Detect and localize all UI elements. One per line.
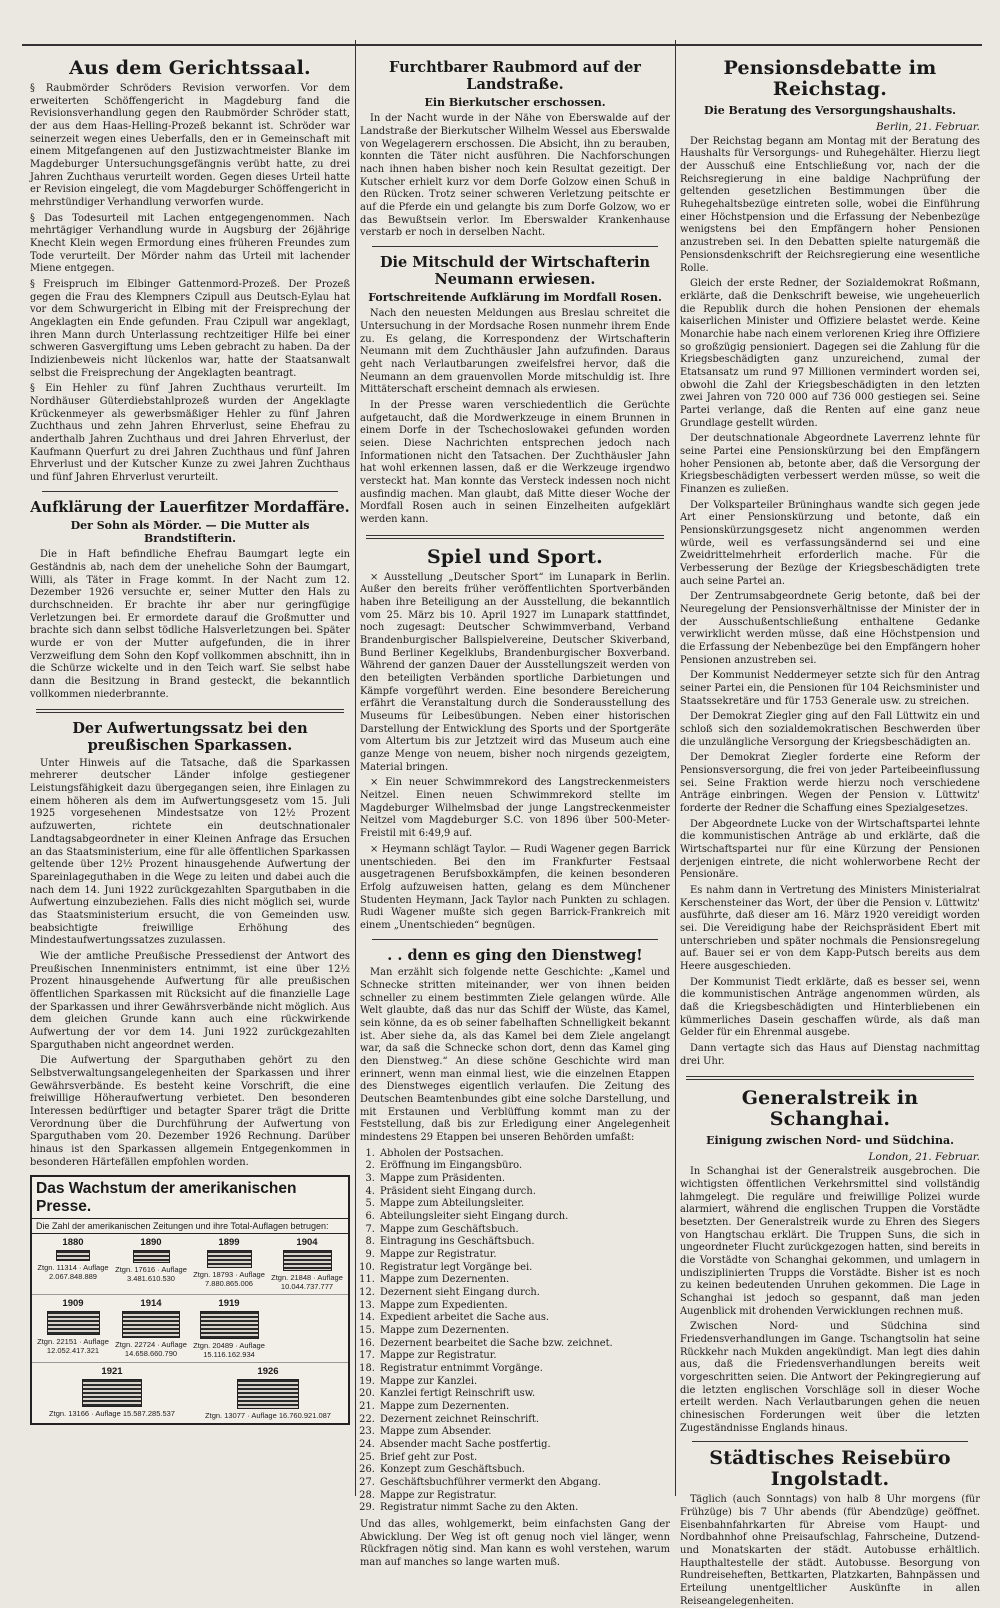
divider bbox=[692, 1441, 968, 1442]
infographic-title: Das Wachstum der amerikanischen Presse. bbox=[32, 1177, 348, 1219]
column-right bbox=[680, 52, 980, 1607]
infographic-figures: Ztgn. 13077 · Auflage 16.760.921.087 bbox=[205, 1411, 331, 1421]
infographic-figures: Ztgn. 21848 · Auflage 10.044.737.777 bbox=[271, 1273, 343, 1292]
infographic-year: 1909 bbox=[62, 1298, 84, 1310]
article-paragraph: Der Volksparteiler Brüninghaus wandte sich gegen jede Art einer Pensionskürzung und betonte, daß ein Pensionskürzungsgesetz nicht angenommen werden würde, weil es verfassungsändernd sei und eine Zweidrittelmehrheit erforderlich mache. Für die Verbesserung der Bezüge der Kriegsbeschädigten trete auch seine Partei an. bbox=[680, 499, 980, 587]
press-growth-infographic bbox=[30, 1175, 350, 1425]
article-paragraph: In der Presse waren verschiedentlich die Gerüchte aufgetaucht, daß die Mordwerkzeuge in einem Brunnen in einem Dorfe in der Tschechoslowakei gefunden worden seien. Diese Nachrichten entsprechen jedoch nach Informationen nicht den Tatsachen. Der Zuchthäusler Jahn hat wohl erkennen lassen, daß er die Werkzeuge irgendwo versteckt hat. Man konnte das Versteck indessen noch nicht ausfindig machen. Man glaubt, daß Mitte dieser Woche der Mordfall Rosen auch in seinen Einzelheiten aufgeklärt werden kann. bbox=[360, 400, 670, 526]
dienstweg-step: 22. Dezernent zeichnet Reinschrift. bbox=[378, 1414, 670, 1427]
dienstweg-step: 14. Expedient arbeitet die Sache aus. bbox=[378, 1312, 670, 1325]
dienstweg-step: 17. Mappe zur Registratur. bbox=[378, 1350, 670, 1363]
subheading-raubmord: Ein Bierkutscher erschossen. bbox=[424, 96, 606, 110]
heading-pensionsdebatte: Pensionsdebatte im Reichstag. bbox=[723, 57, 937, 100]
infographic-year: 1919 bbox=[218, 1298, 240, 1310]
dienstweg-step: 6. Abteilungsleiter sieht Eingang durch. bbox=[378, 1211, 670, 1224]
article-paragraph: In der Nacht wurde in der Nähe von Eberswalde auf der Landstraße der Bierkutscher Wilhelm Wessel aus Eberswalde von Wegelagerern erschossen. Die Absicht, ihn zu berauben, konnten die Täter nicht ausführen. Die Nachforschungen nach ihnen haben bisher noch kein Resultat gezeitigt. Der Kutscher erhielt kurz vor dem Dorfe Golzow einen Schuß in den Rücken. Trotz seiner schweren Verletzung peitschte er auf die Pferde ein und gelangte bis zum Dorfe Golzow, wo er das Bewußtsein verlor. Im Eberswalder Krankenhause verstarb er noch in derselben Nacht. bbox=[360, 113, 670, 239]
dienstweg-step: 15. Mappe zum Dezernenten. bbox=[378, 1325, 670, 1338]
infographic-year: 1890 bbox=[140, 1237, 162, 1249]
infographic-year-cell bbox=[113, 1298, 189, 1359]
dienstweg-step: 19. Mappe zur Kanzlei. bbox=[378, 1376, 670, 1389]
newspaper-stack bbox=[133, 1250, 170, 1263]
infographic-figures: Ztgn. 11314 · Auflage 2.067.848.889 bbox=[37, 1263, 109, 1282]
dienstweg-step: 27. Geschäftsbuchführer vermerkt den Abgang. bbox=[378, 1477, 670, 1490]
infographic-year-cell bbox=[35, 1298, 111, 1359]
dienstweg-step: 16. Dezernent bearbeitet die Sache bzw. zeichnet. bbox=[378, 1338, 670, 1351]
newspaper-stack bbox=[207, 1250, 252, 1268]
infographic-row bbox=[32, 1362, 348, 1423]
column-middle bbox=[360, 52, 670, 1569]
newspaper-stack bbox=[200, 1311, 259, 1339]
heading-dienstweg: . . denn es ging den Dienstweg! bbox=[387, 946, 643, 964]
article-paragraph: § Ein Hehler zu fünf Jahren Zuchthaus verurteilt. Im Nordhäuser Güterdiebstahlprozeß wurden der Angeklagte Krückenmeyer als gewerbsmäßiger Hehler zu fünf Jahren Zuchthaus und zehn Jahren Ehrverlust, seine Ehefrau zu anderthalb Jahren Zuchthaus und drei Jahren Ehrverlust, der Kaufmann Querfurt zu drei Jahren Zuchthaus und fünf Jahren Ehrverlust und der Kutscher Kunze zu zwei Jahren Zuchthaus und fünf Jahren Ehrverlust verurteilt. bbox=[30, 383, 350, 484]
article-paragraph: × Heymann schlägt Taylor. — Rudi Wagener gegen Barrick unentschieden. Bei den im Frankfurter Festsaal ausgetragenen Berufsboxkämpfen, die keinen besonderen Erfolg aufzuweisen hatten, gelang es dem Münchener Studenten Heymann, Jack Taylor nach Punkten zu schlagen. Rudi Wagener mußte sich gegen Barrick-Frankreich mit einem „Unentschieden“ begnügen. bbox=[360, 843, 670, 931]
heading-generalstreik: Generalstreik in Schanghai. bbox=[741, 1087, 919, 1131]
infographic-year-cell bbox=[191, 1237, 267, 1291]
dienstweg-step: 1. Abholen der Postsachen. bbox=[378, 1148, 670, 1161]
divider bbox=[372, 246, 658, 247]
article-paragraph: In Schanghai ist der Generalstreik ausgebrochen. Die wichtigsten öffentlichen Verkehrsmittel sind vollständig lahmgelegt. Die reguläre und freiwillige Polizei wurde alarmiert, während die englischen Truppen die Vorstädte besetzten. Der Generalstreik wurde zu Ehren des Siegers von Hangtschau erklärt. Die Truppen Suns, die sich in ungeordneter Flucht zurückgezogen hatten, sind bereits in die Vorstädte von Schanghai gekommen, und umlagern in undisziplinierten Trupps die Vorstädte. Bisher ist es noch zu keinen bedeutenden Unruhen gekommen. Die Lage in Schanghai ist jedoch so gespannt, daß man jeden Augenblick mit drohenden Verwicklungen rechnen muß. bbox=[680, 1166, 980, 1317]
dienstweg-step: 25. Brief geht zur Post. bbox=[378, 1452, 670, 1465]
infographic-year: 1880 bbox=[62, 1237, 84, 1249]
article-paragraph: Unter Hinweis auf die Tatsache, daß die Sparkassen mehrerer deutscher Länder infolge gestiegener Leistungsfähigkeit dazu übergegangen seien, ihre Einlagen zu einem höheren als dem im Aufwertungsgesetz vom 15. Juli 1925 vorgesehenen Mindestsatze von 12½ Prozent aufzuwerten, richtete ein deutschnationaler Landtagsabgeordneter in einer Kleinen Anfrage das Ersuchen an das Staatsministerium, eine für alle öffentlichen Sparkassen geltende über 12½ Prozent hinausgehende Aufwertung der Spareinlageguthaben in die Wege zu leiten und dabei auch die nach dem 14. Juni 1922 zurückgezahlten Spargutbaben in die Aufwertung einzubeziehen. Falls dies nicht möglich sei, wurde das Staatsministerium ersucht, die von Gemeinden usw. beabsichtigte freiwillige Erhöhung des Mindestaufwertungssatzes zuzulassen. bbox=[30, 757, 350, 947]
dienstweg-step: 9. Mappe zur Registratur. bbox=[378, 1249, 670, 1262]
infographic-year: 1914 bbox=[140, 1298, 162, 1310]
article-paragraph: § Das Todesurteil mit Lachen entgegengenommen. Nach mehrtägiger Verhandlung wurde in Augsburg der 26jährige Knecht Klein wegen Ermordung eines früheren Freundes zum Tode verurteilt. Der Mörder nahm das Urteil mit lachender Miene entgegen. bbox=[30, 212, 350, 275]
dienstweg-step: 21. Mappe zum Dezernenten. bbox=[378, 1401, 670, 1414]
heading-spiel-und-sport: Spiel und Sport. bbox=[427, 545, 603, 568]
infographic-year: 1899 bbox=[218, 1237, 240, 1249]
infographic-year-cell bbox=[113, 1237, 189, 1291]
infographic-figures: Ztgn. 20489 · Auflage 15.116.162.934 bbox=[193, 1341, 265, 1360]
article-paragraph: Man erzählt sich folgende nette Geschichte: „Kamel und Schnecke stritten miteinander, wer von ihnen beiden schneller zu einem bestimmten Ziele gelangen würde. Alle Welt glaubte, daß das nur das Schiff der Wüste, das Kamel, sein könne, da es ob seiner fabelhaften Schnelligkeit bekannt ist. Aber siehe da, als das Kamel bei dem Ziele angelangt war, da saß die Schnecke schon dort, denn das Kamel ging den Dienstweg.“ An diese schöne Geschichte wird man erinnert, wenn man einmal liest, wie die einzelnen Etappen des Dienstweges eigentlich verlaufen. Die Zeitung des Deutschen Beamtenbundes gibt eine solche Darstellung, und mit Erstaunen und Verblüffung kommt man zu der Feststellung, daß bis zur Erledigung einer Angelegenheit mindestens 29 Etappen bei unseren Behörden umfaßt: bbox=[360, 967, 670, 1143]
divider bbox=[686, 1076, 974, 1080]
article-paragraph: § Freispruch im Elbinger Gattenmord-Prozeß. Der Prozeß gegen die Frau des Klempners Czipull aus Deutsch-Eylau hat vor dem Schwurgericht in Elbing mit der Freisprechung der Angeklagten ein Ende gefunden. Frau Czipull war angeklagt, ihren Mann durch Unterlassung rechtzeitiger Hilfe bei einer schweren Gasvergiftung ums Leben gebracht zu haben. Da der Indizienbeweis nicht lückenlos war, hatte der Staatsanwalt selbst die Freisprechung der Angeklagten beantragt. bbox=[30, 278, 350, 379]
heading-aufwertung: Der Aufwertungssatz bei den preußischen Sparkassen. bbox=[72, 720, 308, 755]
newspaper-stack bbox=[56, 1250, 90, 1261]
subheading-lauerfitz: Der Sohn als Mörder. — Die Mutter als Brandstifterin. bbox=[70, 519, 310, 546]
dienstweg-step: 11. Mappe zum Dezernenten. bbox=[378, 1274, 670, 1287]
heading-raubmord: Furchtbarer Raubmord auf der Landstraße. bbox=[389, 59, 641, 93]
article-paragraph: Der Kommunist Tiedt erklärte, daß es besser sei, wenn die kommunistischen Anträge angenommen würden, als daß die Kriegsbeschädigten und Hinterbliebenen ein kümmerliches Dasein geschaffen würde, als daß man Gelder für ein Ehrenmal ausgebe. bbox=[680, 976, 980, 1039]
infographic-year-cell bbox=[191, 1298, 267, 1359]
infographic-figures: Ztgn. 18793 · Auflage 7.880.865.006 bbox=[193, 1270, 265, 1289]
article-paragraph: Die in Haft befindliche Ehefrau Baumgart legte ein Geständnis ab, nach dem der uneheliche Sohn der Baumgart, Willi, als Täter in Frage kommt. In der Nacht zum 12. Dezember 1926 versuchte er, seiner Mutter den Hals zu durchschneiden. Er brachte ihr aber nur geringfügige Verletzungen bei. Er ermordete darauf die Großmutter und brachte sich dann selbst tödliche Halsverletzungen bei. Später wurde er von der Mutter aufgefunden, die in ihrer Verzweiflung dem Sohn den Kopf vollkommen abschnitt, ihn in die Schürze wickelte und in den Teich warf. Sie selbst habe dann die Besitzung in Brand gesteckt, die bekanntlich vollkommen niederbrannte. bbox=[30, 549, 350, 700]
divider bbox=[366, 535, 664, 539]
dienstweg-step: 10. Registratur legt Vorgänge bei. bbox=[378, 1262, 670, 1275]
article-paragraph: Wie der amtliche Preußische Pressedienst der Antwort des Preußischen Innenministers entnimmt, ist eine über 12½ Prozent hinausgehende Aufwertung für alle preußischen öffentlichen Sparkassen mit Rücksicht auf die finanzielle Lage der Sparkassen und ihrer Gewährsverbände nicht möglich. Aus dem gleichen Grunde kann auch eine rückwirkende Aufwertung der vor dem 14. Juni 1922 zurückgezahlten Sparguthaben nicht angeordnet werden. bbox=[30, 950, 350, 1051]
dateline: Berlin, 21. Februar. bbox=[875, 120, 980, 133]
article-paragraph: Der Abgeordnete Lucke von der Wirtschaftspartei lehnte die kommunistischen Anträge ab und erklärte, daß die Wirtschaftspartei nur für eine Kürzung der Pensionen derjenigen eintrete, die nicht wohlerworbene Recht der Pensionäre. bbox=[680, 818, 980, 881]
infographic-row bbox=[32, 1234, 348, 1294]
newspaper-stack bbox=[237, 1379, 299, 1409]
newspaper-stack bbox=[82, 1379, 142, 1407]
article-paragraph: Dann vertagte sich das Haus auf Dienstag nachmittag drei Uhr. bbox=[680, 1043, 980, 1067]
infographic-figures: Ztgn. 22151 · Auflage 12.052.417.321 bbox=[37, 1337, 109, 1356]
dienstweg-step: 13. Mappe zum Expedienten. bbox=[378, 1300, 670, 1313]
subheading-pensionsdebatte: Die Beratung des Versorgungshaushalts. bbox=[703, 103, 956, 117]
newspaper-stack bbox=[122, 1311, 180, 1338]
divider bbox=[36, 709, 344, 713]
divider bbox=[42, 491, 338, 492]
column-rule bbox=[675, 40, 676, 1496]
article-paragraph: × Ein neuer Schwimmrekord des Langstreckenmeisters Neitzel. Einen neuen Schwimmrekord stellte im Magdeburger Wilhelmsbad der junge Langstreckenmeister Neitzel vom Magdeburger S.C. von 1896 über 500-Meter-Freistil mit 6:49,9 auf. bbox=[360, 777, 670, 840]
subheading-neumann: Fortschreitende Aufklärung im Mordfall Rosen. bbox=[368, 291, 662, 305]
article-paragraph: Der Reichstag begann am Montag mit der Beratung des Haushalts für Versorgungs- und Ruhegehälter. Hierzu liegt der Ausschuß eine Entschließung vor, nach der die Reichsregierung in eine baldige Nachprüfung der geltenden gesetzlichen Bestimmungen über die Ruhegehaltsbezüge eintreten solle, wobei die Einführung einer Höchstpension und die Erfassung der Nebenbezüge wenigstens bei den Empfängern hoher Pensionen anzustreben sei. In den Debatten spielte naturgemäß die Pensionsdenkschrift der Reichsregierung eine wesentliche Rolle. bbox=[680, 135, 980, 274]
infographic-figures: Ztgn. 13166 · Auflage 15.587.285.537 bbox=[49, 1409, 175, 1419]
infographic-row bbox=[32, 1294, 348, 1362]
article-paragraph: Der deutschnationale Abgeordnete Laverrenz lehnte für seine Partei eine Pensionskürzung bei den Empfängern hoher Pensionen ab, betonte aber, daß die Versorgung der Kriegsbeschädigten verbessert werden müsse, so weit die Finanzen es zuließen. bbox=[680, 433, 980, 495]
infographic-year-cell bbox=[35, 1366, 189, 1420]
dienstweg-step: 29. Registratur nimmt Sache zu den Akten. bbox=[378, 1502, 670, 1515]
infographic-figures: Ztgn. 17616 · Auflage 3.481.610.530 bbox=[115, 1265, 187, 1284]
infographic-year: 1926 bbox=[257, 1366, 279, 1378]
newspaper-stack bbox=[283, 1250, 332, 1271]
dienstweg-step: 4. Präsident sieht Eingang durch. bbox=[378, 1186, 670, 1199]
dienstweg-step: 12. Dezernent sieht Eingang durch. bbox=[378, 1287, 670, 1300]
infographic-year: 1921 bbox=[101, 1366, 123, 1378]
dienstweg-step: 8. Eintragung ins Geschäftsbuch. bbox=[378, 1236, 670, 1249]
dienstweg-steps-list bbox=[378, 1148, 670, 1515]
advert-paragraph: Täglich (auch Sonntags) von halb 8 Uhr morgens (für Frühzüge) bis 7 Uhr abends (für Abendzüge) geöffnet. Eisenbahnfahrkarten für Abreise vom Haupt- und Nordbahnhof ohne Preisaufschlag, Fahrscheine, Dutzend- und Monatskarten der städt. Autobusse erhältlich. Haupthaltestelle der städt. Autobusse. Besorgung von Rundreiseheften, Bettkarten, Platzkarten, Bahnpässen und Erteilung unentgeltlicher Auskünfte in allen Reiseangelegenheiten. bbox=[680, 1494, 980, 1607]
dienstweg-step: 5. Mappe zum Abteilungsleiter. bbox=[378, 1198, 670, 1211]
dienstweg-step: 3. Mappe zum Präsidenten. bbox=[378, 1173, 670, 1186]
article-paragraph: Zwischen Nord- und Südchina sind Friedensverhandlungen im Gange. Tschangtsolin hat seine Rückkehr nach Mukden angekündigt. Man legt dies dahin aus, daß die Friedensverhandlungen bereits weit vorgeschritten seien. Die Antwort der Pekingregierung auf die letzten englischen Vorschläge soll in dieser Woche erteilt werden. Nach Verlautbarungen gehen die neuen chinesischen Forderungen weit über die letzten Zugeständnisse Englands hinaus. bbox=[680, 1321, 980, 1434]
article-paragraph: Der Zentrumsabgeordnete Gerig betonte, daß bei der Neuregelung der Pensionsverhältnisse der Minister der in der Ausschußentschließung enthaltene Gedanke verwirklicht werden müsse, daß eine Höchstpension und die Erfassung der Nebenbezüge bei den Empfängern hoher Pensionen anzustreben sei. bbox=[680, 591, 980, 666]
top-rule bbox=[22, 44, 982, 46]
dienstweg-step: 20. Kanzlei fertigt Reinschrift usw. bbox=[378, 1388, 670, 1401]
article-paragraph: Nach den neuesten Meldungen aus Breslau schreitet die Untersuchung in der Mordsache Rosen nunmehr ihrem Ende zu. Es gelang, die Korrespondenz der Wirtschafterin Neumann mit dem Zuchthäusler Jahn aufzufinden. Daraus geht nach Verlautbarungen zweifelsfrei hervor, daß die Neumann an dem grauenvollen Morde mitschuldig ist. Ihre Mittäterschaft erscheint demnach als erwiesen. bbox=[360, 308, 670, 396]
subheading-generalstreik: Einigung zwischen Nord- und Südchina. bbox=[706, 1134, 954, 1148]
infographic-year-cell bbox=[269, 1237, 345, 1291]
article-paragraph: § Raubmörder Schröders Revision verworfen. Vor dem erweiterten Schöffengericht in Magdeburg fand die Revisionsverhandlung gegen den Raubmörder Schröder statt, der aus dem Haas-Helling-Prozeß bekannt ist. Schröder war seinerzeit wegen eines Ueberfalls, den er in Gemeinschaft mit einem Mitgefangenen auf den Justizwachtmeister Blanke im Magdeburger Untersuchungsgefängnis verübt hatte, zu drei Jahren Zuchthaus verurteilt worden. Gegen dieses Urteil hatte er Revision eingelegt, die vom Magdeburger Schöffengericht in mehrstündiger Verhandlung verworfen wurde. bbox=[30, 82, 350, 208]
article-paragraph: Der Kommunist Neddermeyer setzte sich für den Antrag seiner Partei ein, die Pensionen für 104 Reichsminister und Staatssekretäre und für 1753 Generale usw. zu streichen. bbox=[680, 670, 980, 707]
dienstweg-step: 18. Registratur entnimmt Vorgänge. bbox=[378, 1363, 670, 1376]
infographic-year-cell bbox=[191, 1366, 345, 1420]
column-left bbox=[30, 52, 350, 1491]
divider bbox=[372, 939, 658, 940]
dienstweg-step: 2. Eröffnung im Eingangsbüro. bbox=[378, 1160, 670, 1173]
dienstweg-step: 28. Mappe zur Registratur. bbox=[378, 1490, 670, 1503]
infographic-subtitle: Die Zahl der amerikanischen Zeitungen und ihre Total-Auflagen betrugen: bbox=[32, 1219, 348, 1234]
article-paragraph: Gleich der erste Redner, der Sozialdemokrat Roßmann, erklärte, daß die Denkschrift beweise, wie ungeheuerlich die Republik durch die hohen Pensionen der ehemals kaiserlichen Minister und Offiziere belastet werde. Keine Monarchie habe nach einem verlorenen Krieg ihre Offiziere so großzügig pensioniert. Dagegen sei die Zahlung für die Kriegsbeschädigten ganz unzureichend, zumal der Etatsansatz um rund 97 Millionen vermindert worden sei, obwohl die Zahl der Kriegsbeschädigten in den letzten zwei Jahren von 720 000 auf 736 000 gestiegen sei. Seine Partei verlange, daß die Renten auf eine ganz neue Grundlage gestellt würden. bbox=[680, 278, 980, 429]
dateline: London, 21. Februar. bbox=[868, 1151, 980, 1164]
heading-lauerfitz: Aufklärung der Lauerfitzer Mordaffäre. bbox=[30, 498, 350, 516]
heading-gerichtssaal: Aus dem Gerichtssaal. bbox=[69, 57, 311, 79]
article-paragraph: Der Demokrat Ziegler forderte eine Reform der Pensionsversorgung, die frei von jeder Parteibeeinflussung sei. Seine Fraktion werde hierzu noch verschiedene Anträge einbringen. Wegen der Pension v. Lüttwitz' forderte der Redner die Schaffung eines Spezialgesetzes. bbox=[680, 752, 980, 815]
heading-neumann: Die Mitschuld der Wirtschafterin Neumann erwiesen. bbox=[379, 254, 651, 288]
heading-reisebuero: Städtisches Reisebüro Ingolstadt. bbox=[709, 1447, 951, 1491]
dienstweg-step: 23. Mappe zum Absender. bbox=[378, 1426, 670, 1439]
article-paragraph: × Ausstellung „Deutscher Sport“ im Lunapark in Berlin. Außer den bereits früher veröffentlichten Sportverbänden haben ihre Beteiligung an der Ausstellung, die bekanntlich vom 25. März bis 10. April 1927 im Lunapark stattfindet, noch zugesagt: Deutscher Schwimmverband, Verband Brandenburgischer Ballspielvereine, Deutscher Skiverband, Bund Berliner Kegelklubs, Brandenburgischer Boxverband. Während der ganzen Dauer der Ausstellungszeit werden von den beteiligten Verbänden sportliche Darbietungen und Kämpfe vorgeführt werden. Eine besondere Bereicherung erfährt die Veranstaltung durch die Sonderausstellung des Museums für Leibesübungen. Neben einer historischen Darstellung der Entwicklung des Sports und der Sportgeräte vom Altertum bis zur Jetztzeit wird das Museum auch eine ganze Menge von neuem, bisher noch nirgends gezeigtem, Material bringen. bbox=[360, 571, 670, 773]
newspaper-stack bbox=[47, 1311, 100, 1335]
dienstweg-step: 24. Absender macht Sache postfertig. bbox=[378, 1439, 670, 1452]
dienstweg-step: 26. Konzept zum Geschäftsbuch. bbox=[378, 1464, 670, 1477]
article-paragraph: Der Demokrat Ziegler ging auf den Fall Lüttwitz ein und schloß sich den sozialdemokratischen Beschwerden über die unzulängliche Versorgung der Kriegsbeschädigten an. bbox=[680, 711, 980, 748]
infographic-figures: Ztgn. 22724 · Auflage 14.658.660.790 bbox=[115, 1340, 187, 1359]
article-paragraph: Die Aufwertung der Sparguthaben gehört zu den Selbstverwaltungsangelegenheiten der Sparkassen und ihrer Gewährsverbände. Es besteht keine Vorschrift, die eine freiwillige Höheraufwertung verbietet. Den besonderen Interessen bedürftiger und betagter Sparer trägt die Dritte Verordnung über die Durchführung der Aufwertung von Sparguthaben vom 20. Dezember 1926 Rechnung. Darüber hinaus ist den Sparkassen allgemein Entgegenkommen in besonderen Härtefällen empfohlen worden. bbox=[30, 1055, 350, 1168]
article-paragraph: Und das alles, wohlgemerkt, beim einfachsten Gang der Abwicklung. Der Weg ist oft genug noch viel länger, wenn Rückfragen nötig sind. Man kann es wohl verstehen, warum man auf manches so lange warten muß. bbox=[360, 1519, 670, 1569]
column-rule bbox=[355, 40, 356, 1496]
infographic-year: 1904 bbox=[296, 1237, 318, 1249]
article-paragraph: Es nahm dann in Vertretung des Ministers Ministerialrat Kerschensteiner das Wort, der über die Pension v. Lüttwitz' ausführte, daß dieser am 16. März 1920 vereidigt worden sei. Die Vereidigung habe der Reichspräsident Ebert mit unterschrieben und später nochmals die Pensionsregelung auf. Bauer sei er von dem Kapp-Putsch bereits aus dem Heere ausgeschieden. bbox=[680, 885, 980, 973]
dienstweg-step: 7. Mappe zum Geschäftsbuch. bbox=[378, 1224, 670, 1237]
infographic-year-cell bbox=[35, 1237, 111, 1291]
